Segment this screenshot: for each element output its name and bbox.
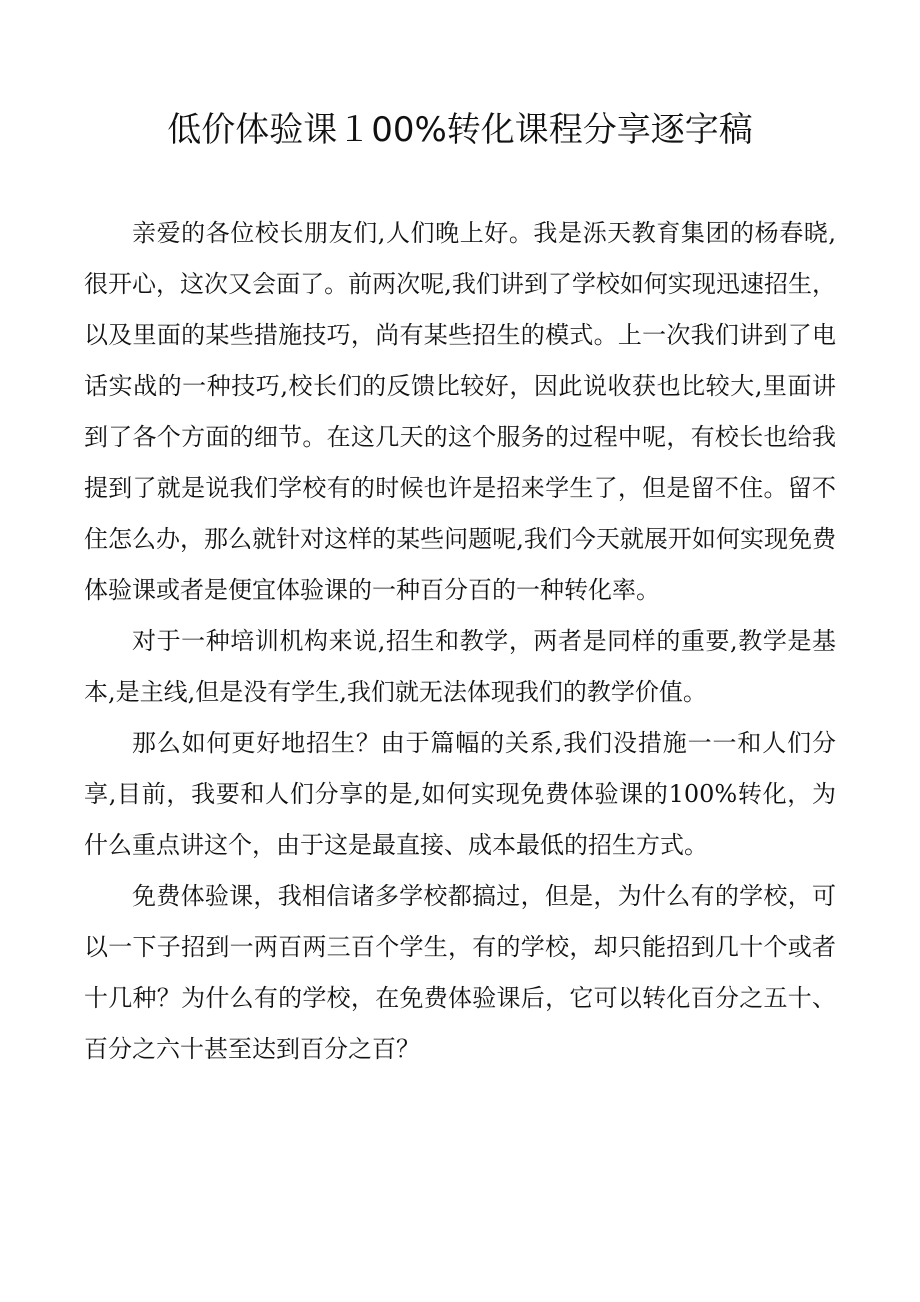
paragraph-1: 亲爱的各位校长朋友们,人们晚上好。我是泺天教育集团的杨春晓,很开心，这次又会面了。前两次呢,我们讲到了学校如何实现迅速招生，以及里面的某些措施技巧，尚有某些招生的模式。上一次我们讲到了电话实战的一种技巧,校长们的反馈比较好，因此说收获也比较大,里面讲到了各个方面的细节。在这几天的这个服务的过程中呢，有校长也给我提到了就是说我们学校有的时候也许是招来学生了，但是留不住。留不住怎么办，那么就针对这样的某些问题呢,我们今天就展开如何实现免费体验课或者是便宜体验课的一种百分百的一种转化率。: [84, 219, 836, 604]
paragraph-2: 对于一种培训机构来说,招生和教学，两者是同样的重要,教学是基本,是主线,但是没有学生,我们就无法体现我们的教学价值。: [84, 627, 836, 706]
document-body: [84, 208, 836, 1075]
document-title: 低价体验课１00%转化课程分享逐字稿: [167, 110, 753, 150]
paragraph-3: 那么如何更好地招生？由于篇幅的关系,我们没措施一一和人们分享,目前，我要和人们分享的是,如何实现免费体验课的100%转化，为什么重点讲这个，由于这是最直接、成本最低的招生方式。: [84, 729, 836, 859]
paragraph-4: 免费体验课，我相信诸多学校都搞过，但是，为什么有的学校，可以一下子招到一两百两三百个学生，有的学校，却只能招到几十个或者十几种？为什么有的学校，在免费体验课后，它可以转化百分之五十、百分之六十甚至达到百分之百？: [84, 882, 836, 1063]
